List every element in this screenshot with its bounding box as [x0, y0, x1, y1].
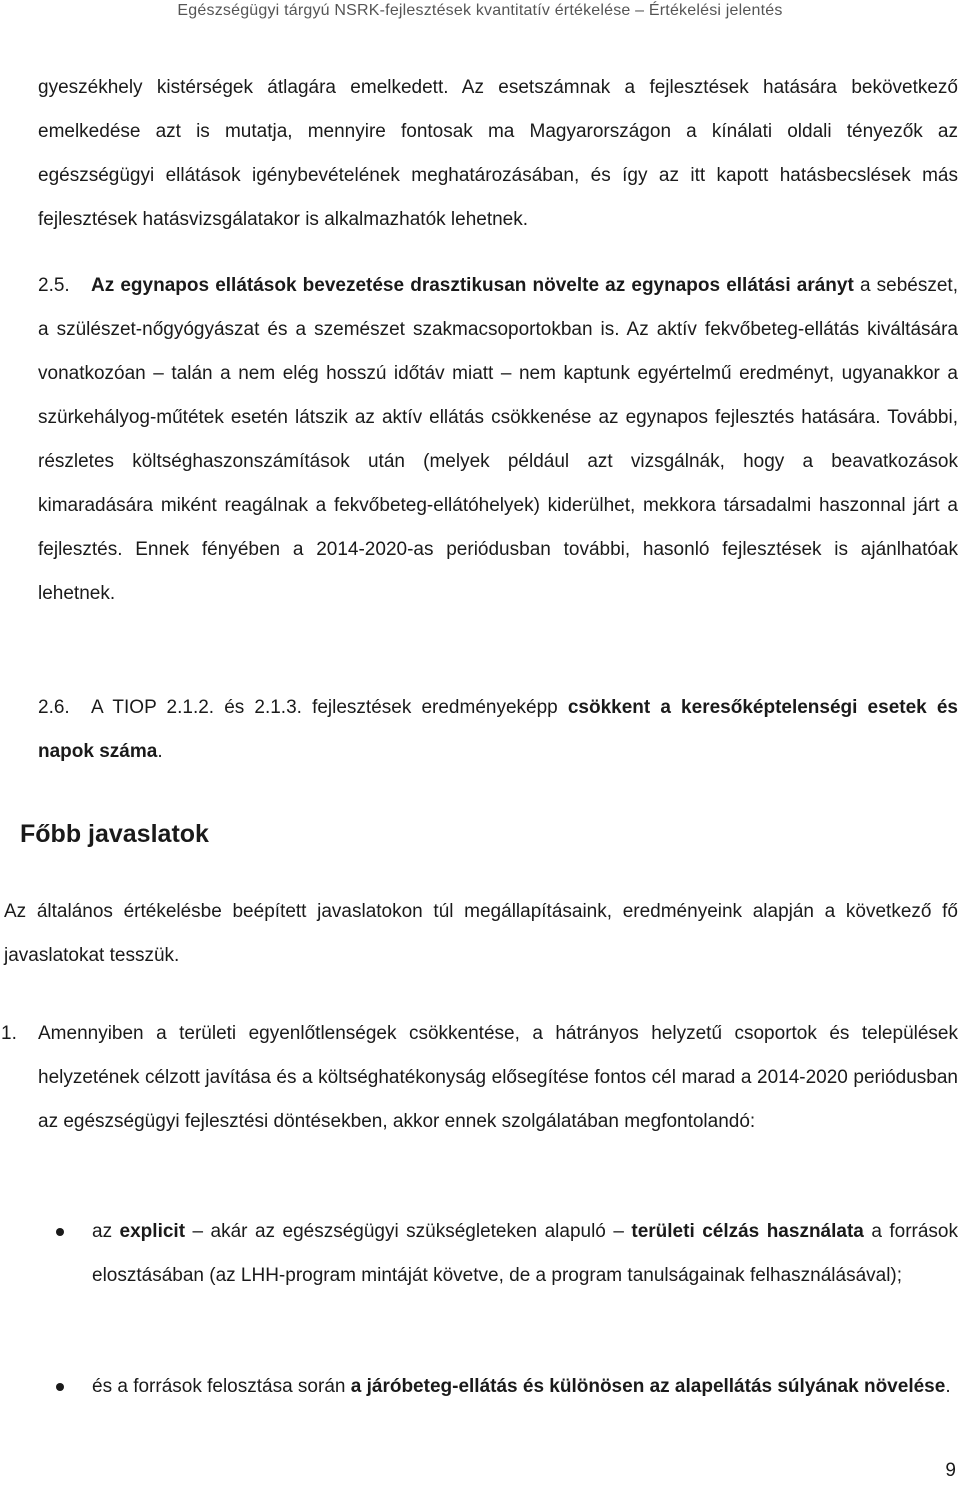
- finding-text: A TIOP 2.1.2. és 2.1.3. fejlesztések eredményeképp: [91, 697, 568, 718]
- finding-number: 2.6.: [38, 697, 70, 718]
- bullet-text: és a források felosztása során: [92, 1376, 351, 1397]
- finding-number: 2.5.: [38, 275, 70, 296]
- bullet-bold-text: explicit: [119, 1221, 186, 1242]
- running-header: Egészségügyi tárgyú NSRK-fejlesztések kvantitatív értékelése – Értékelési jelentés: [177, 2, 783, 19]
- bullet-bold-text: területi célzás használata: [631, 1221, 864, 1242]
- finding-end: .: [157, 741, 163, 762]
- finding-bold-text: csökkent a keresőképtelenségi esetek és napok száma: [38, 697, 958, 762]
- bullet-text: a források elosztásában (az LHH-program mintáját követve, de a program tanulságainak felhasználásával);: [92, 1221, 958, 1286]
- bullet-text: – akár az egészségügyi szükségleteken alapuló –: [185, 1221, 632, 1242]
- bullet-text: az: [92, 1221, 120, 1242]
- section-heading: Főbb javaslatok: [20, 820, 209, 848]
- bullet-item: [92, 1365, 958, 1409]
- recommendation-text: Amennyiben a területi egyenlőtlenségek csökkentése, a hátrányos helyzetű csoportok és települések helyzetének célzott javítása és a költséghatékonyság elősegítése fontos cél marad a 2014-2020 periódusban az egészségügyi fejlesztési döntésekben, akkor ennek szolgálatában megfontolandó:: [38, 1023, 958, 1132]
- bullet-item: [92, 1210, 958, 1298]
- bullet-text: .: [945, 1376, 951, 1397]
- finding-text: a sebészet, a szülészet-nőgyógyászat és a szemészet szakmacsoportokban is. Az aktív fekvőbeteg-ellátás kiváltására vonatkozóan – talán a nem elég hosszú időtáv miatt – nem kaptunk egyértelmű eredményt, ugyanakkor a szürkehályog-műtétek esetén látszik az aktív ellátás csökkenése az egynapos fejlesztés hatására. További, részletes költséghaszonszámítások után (melyek például azt vizsgálnák, hogy a beavatkozások kimaradására miként reagálnak a fekvőbeteg-ellátóhelyek) kiderülhet, mekkora társadalmi haszonnal járt a fejlesztés. Ennek fényében a 2014-2020-as periódusban további, hasonló fejlesztések is ajánlhatóak lehetnek.: [38, 275, 958, 604]
- finding-2-5: [38, 264, 958, 616]
- bullet-dot-icon: [56, 1383, 64, 1391]
- bullet-dot-icon: [56, 1228, 64, 1236]
- intro-paragraph: gyeszékhely kistérségek átlagára emelkedett. Az esetszámnak a fejlesztések hatására bekövetkező emelkedése azt is mutatja, mennyire fontosak ma Magyarországon a kínálati oldali tényezők az egészségügyi ellátások igénybevételének meghatározásában, és így az itt kapott hatásbecslések más fejlesztések hatásvizsgálatakor is alkalmazhatók lehetnek.: [38, 77, 958, 230]
- finding-2-6: [38, 686, 958, 774]
- recommendation-1: [1, 1012, 958, 1144]
- finding-bold-text: Az egynapos ellátások bevezetése drasztikusan növelte az egynapos ellátási arányt: [91, 275, 854, 296]
- recommendation-number: 1.: [1, 1023, 17, 1044]
- section-summary: Az általános értékelésbe beépített javaslatokon túl megállapításaink, eredményeink alapján a következő fő javaslatokat tesszük.: [4, 901, 958, 966]
- bullet-bold-text: a járóbeteg-ellátás és különösen az alapellátás súlyának növelése: [350, 1376, 946, 1397]
- page-number: 9: [945, 1460, 956, 1481]
